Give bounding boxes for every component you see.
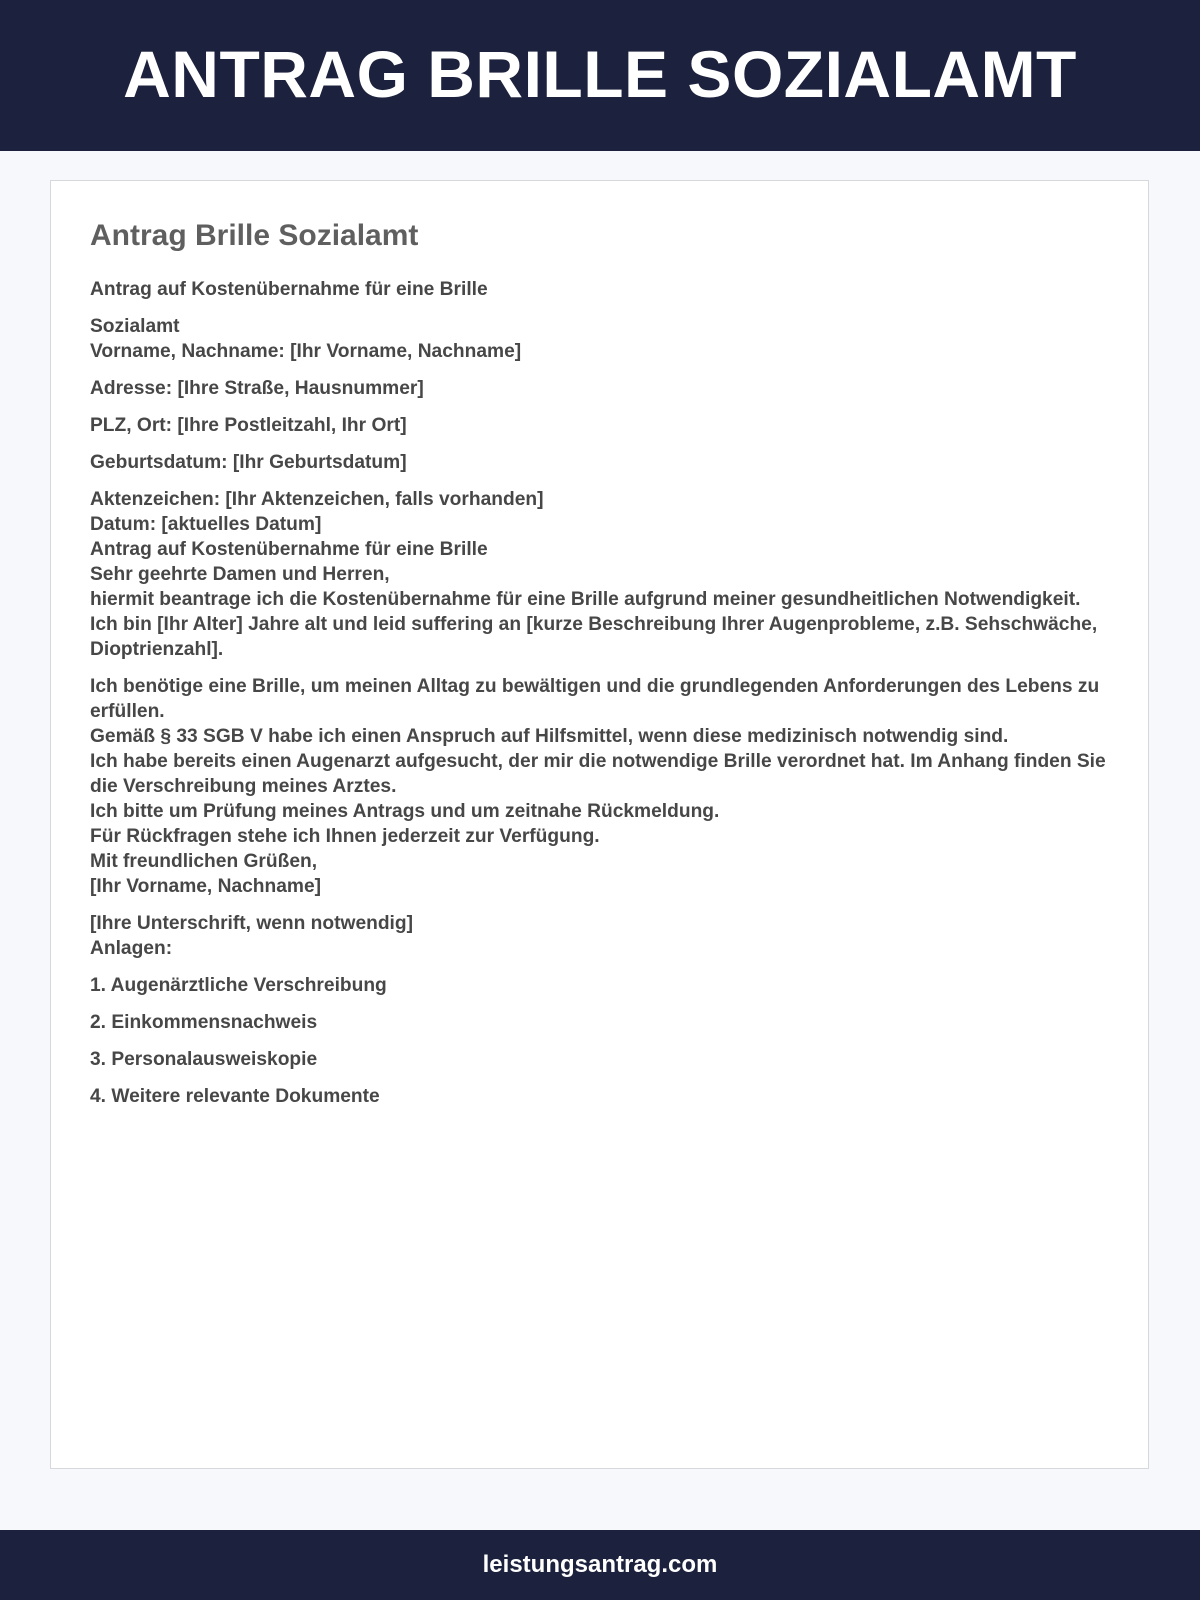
header-title: ANTRAG BRILLE SOZIALAMT — [123, 36, 1077, 111]
paragraph-3: Ich benötige eine Brille, um meinen Alltag zu bewältigen und die grundlegenden Anforderungen des Lebens zu erfüllen. — [90, 676, 1100, 722]
attachment-item: 4. Weitere relevante Dokumente — [90, 1086, 380, 1107]
attachment-item: 3. Personalausweiskopie — [90, 1049, 318, 1070]
intro-line: Antrag auf Kostenübernahme für eine Brille — [90, 279, 488, 300]
attachment-item: 2. Einkommensnachweis — [90, 1012, 318, 1033]
recipient-line: Sozialamt — [90, 316, 180, 337]
paragraph-2: Ich bin [Ihr Alter] Jahre alt und leid suffering an [kurze Beschreibung Ihrer Augenprobleme, z.B. Sehschwäche, Dioptrienzahl]. — [90, 614, 1098, 660]
paragraph-5: Ich habe bereits einen Augenarzt aufgesucht, der mir die notwendige Brille verordnet hat. Im Anhang finden Sie die Verschreibung meines Arztes. — [90, 751, 1106, 797]
document-title: Antrag Brille Sozialamt — [90, 219, 419, 252]
address-line: Adresse: [Ihre Straße, Hausnummer] — [90, 378, 424, 399]
paragraph-4: Gemäß § 33 SGB V habe ich einen Anspruch auf Hilfsmittel, wenn diese medizinisch notwendig sind. — [90, 726, 1009, 747]
salutation-line: Sehr geehrte Damen und Herren, — [90, 564, 390, 585]
name-line: Vorname, Nachname: [Ihr Vorname, Nachname] — [90, 341, 522, 362]
birthdate-line: Geburtsdatum: [Ihr Geburtsdatum] — [90, 452, 407, 473]
document-card — [50, 180, 1149, 1469]
page-footer — [0, 1530, 1200, 1600]
closing-block — [90, 674, 1120, 899]
request-line: Ich bitte um Prüfung meines Antrags und um zeitnahe Rückmeldung. — [90, 801, 720, 822]
city-line: PLZ, Ort: [Ihre Postleitzahl, Ihr Ort] — [90, 415, 407, 436]
footer-site: leistungsantrag.com — [482, 1551, 718, 1578]
questions-line: Für Rückfragen stehe ich Ihnen jederzeit zur Verfügung. — [90, 826, 600, 847]
document-body — [90, 277, 1120, 1121]
closing-line: Mit freundlichen Grüßen, — [90, 851, 318, 872]
recipient-block — [90, 314, 1120, 364]
reference-line: Aktenzeichen: [Ihr Aktenzeichen, falls vorhanden] — [90, 489, 544, 510]
signature-line: [Ihre Unterschrift, wenn notwendig] — [90, 913, 413, 934]
date-line: Datum: [aktuelles Datum] — [90, 514, 322, 535]
paragraph-1: hiermit beantrage ich die Kostenübernahme für eine Brille aufgrund meiner gesundheitlichen Notwendigkeit. — [90, 589, 1081, 610]
signature-name-line: [Ihr Vorname, Nachname] — [90, 876, 322, 897]
page-header — [0, 0, 1200, 151]
attachment-item: 1. Augenärztliche Verschreibung — [90, 975, 387, 996]
letter-block — [90, 487, 1120, 662]
signature-block — [90, 911, 1120, 961]
attachments-label: Anlagen: — [90, 938, 173, 959]
subject-line: Antrag auf Kostenübernahme für eine Brille — [90, 539, 488, 560]
